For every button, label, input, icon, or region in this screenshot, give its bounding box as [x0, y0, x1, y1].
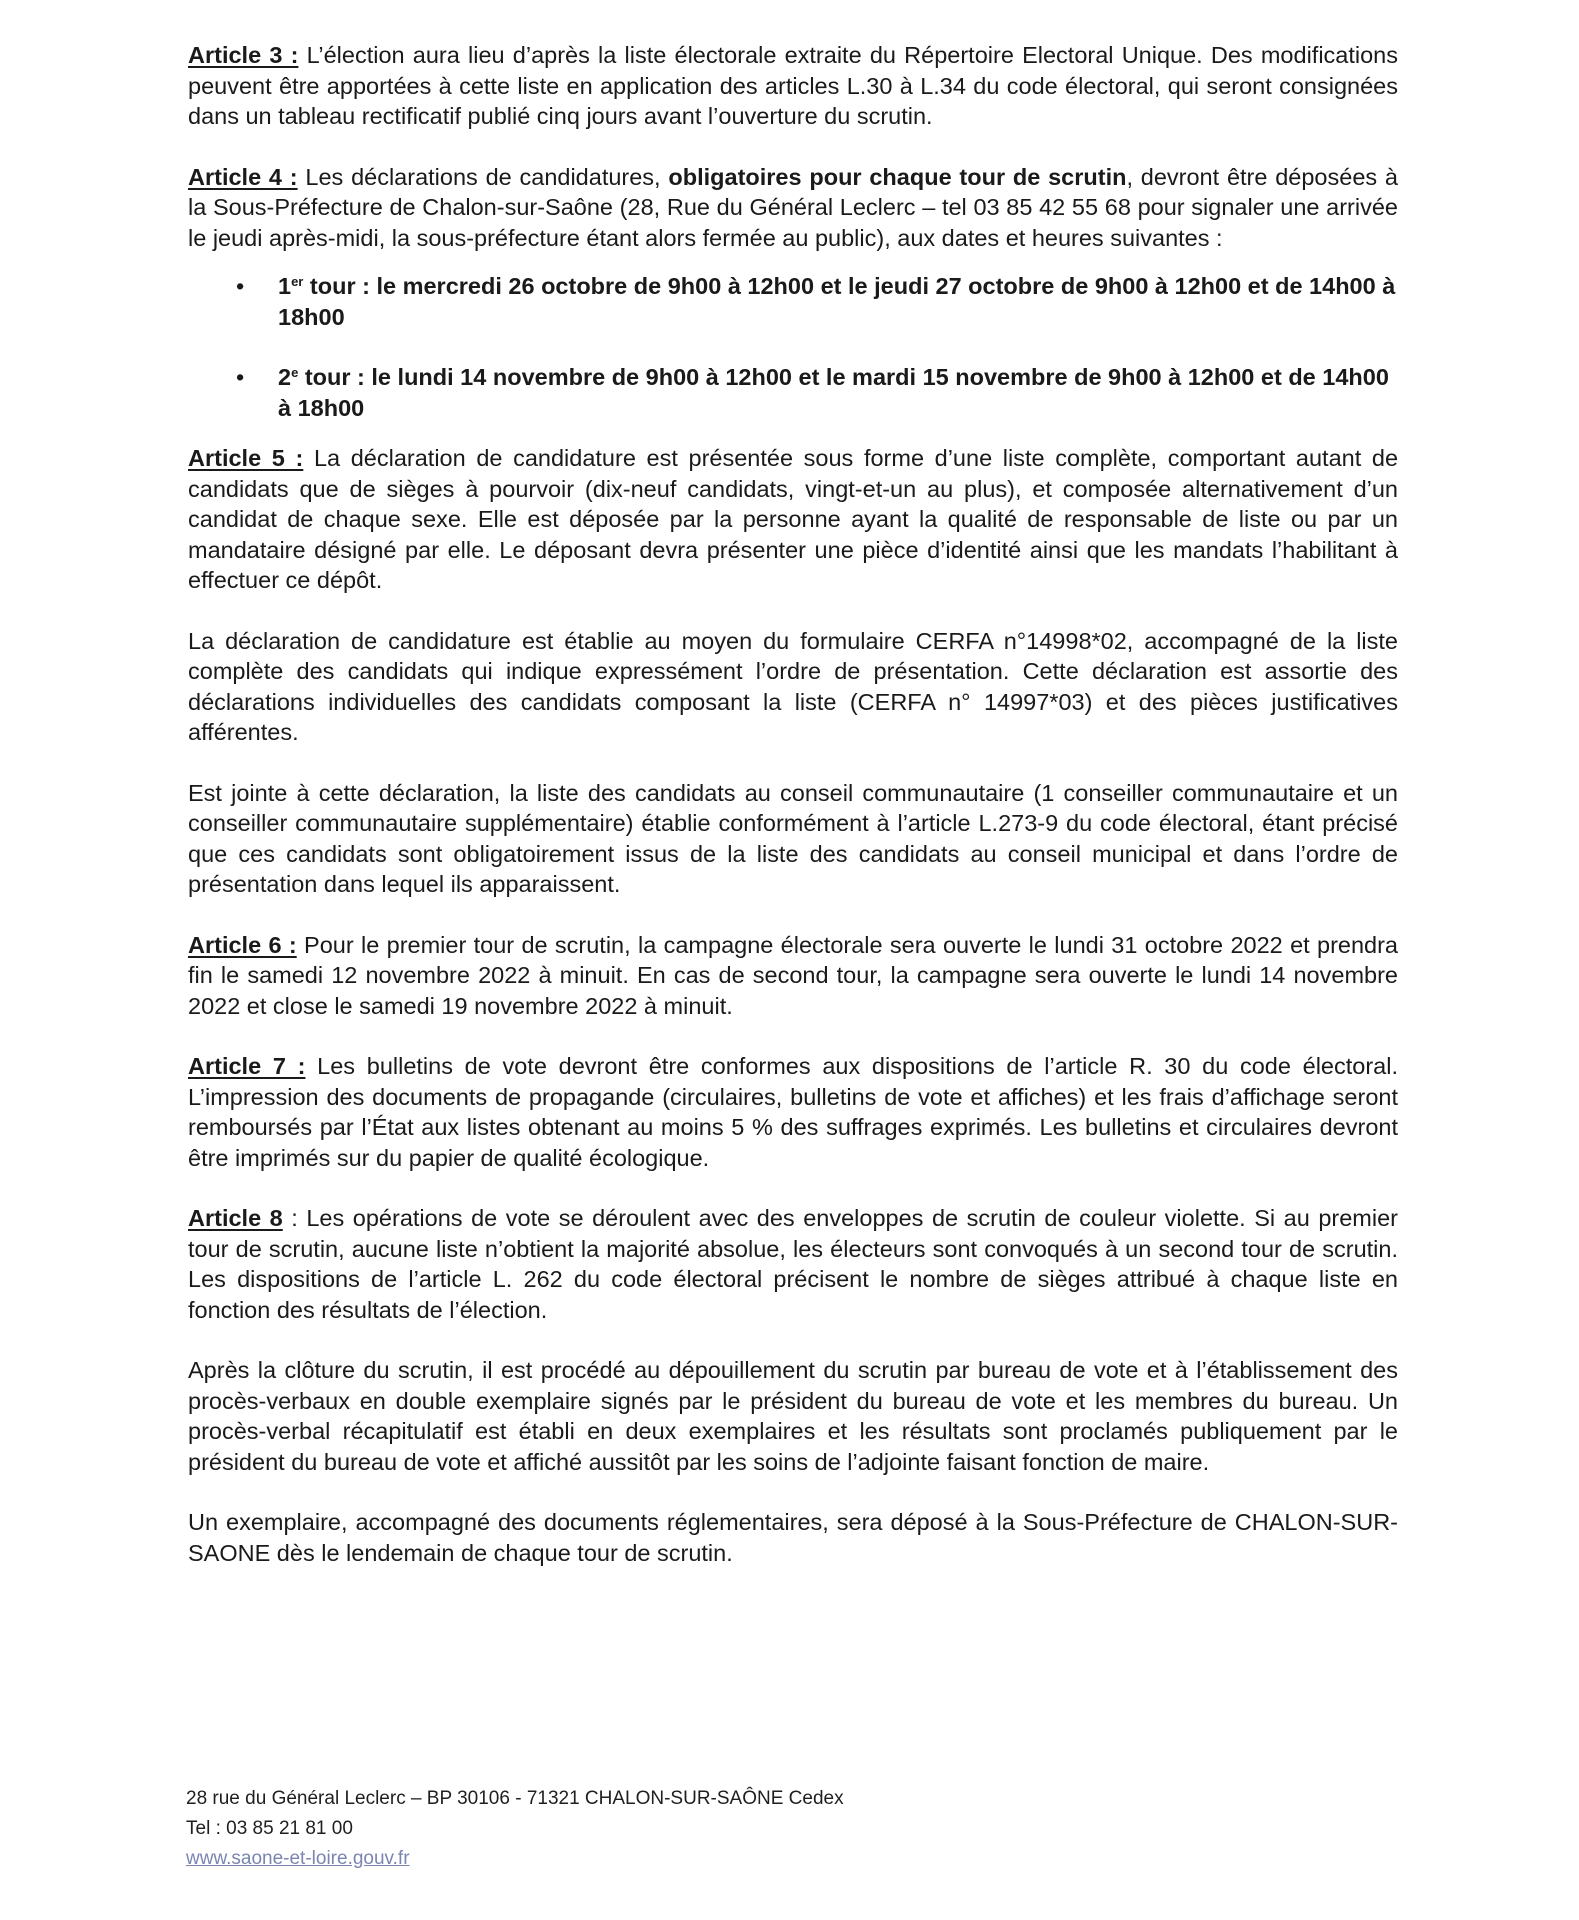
article-6-label: Article 6 : — [188, 931, 297, 958]
article-4-bold: obligatoires pour chaque tour de scrutin — [668, 163, 1127, 190]
article-5-text: La déclaration de candidature est présentée sous forme d’une liste complète, comportant autant de candidats que de sièges à pourvoir (dix-neuf candidats, vingt-et-un au plus), et composée alternativement d’un candidat de chaque sexe. Elle est déposée par la personne ayant la qualité de responsable de liste ou par un mandataire désigné par elle. Le déposant devra présenter une pièce d’identité ainsi que les mandats l’habilitant à effectuer ce dépôt. — [188, 445, 1399, 593]
article-3 — [188, 40, 1398, 132]
article-4 — [188, 162, 1398, 254]
article-6-text: Pour le premier tour de scrutin, la campagne électorale sera ouverte le lundi 31 octobre 2022 et prendra fin le samedi 12 novembre 2022 à minuit. En cas de second tour, la campagne sera ouverte le lundi 14 novembre 2022 et close le samedi 19 novembre 2022 à minuit. — [188, 931, 1398, 1019]
tour-list — [188, 271, 1398, 423]
article-8-paragraph-3: Un exemplaire, accompagné des documents réglementaires, sera déposé à la Sous-Préfecture de CHALON-SUR-SAONE dès le lendemain de chaque tour de scrutin. — [188, 1509, 1398, 1566]
tour-2-text: tour : le lundi 14 novembre de 9h00 à 12h00 et le mardi 15 novembre de 9h00 à 12h00 et de 14h00 à 18h00 — [278, 364, 1389, 421]
document-body — [188, 40, 1398, 1598]
tour-1-sup: er — [291, 274, 304, 289]
tour-1-text: tour : le mercredi 26 octobre de 9h00 à 12h00 et le jeudi 27 octobre de 9h00 à 12h00 et de 14h00 à 18h00 — [278, 273, 1396, 330]
article-8-text: : Les opérations de vote se déroulent avec des enveloppes de scrutin de couleur violette. Si au premier tour de scrutin, aucune liste n’obtient la majorité absolue, les électeurs sont convoqués à un second tour de scrutin. Les dispositions de l’article L. 262 du code électoral précisent le nombre de sièges attribué à chaque liste en fonction des résultats de l’élection. — [188, 1205, 1398, 1323]
article-8 — [188, 1203, 1398, 1325]
article-8-paragraph-2: Après la clôture du scrutin, il est procédé au dépouillement du scrutin par bureau de vote et à l’établissement des procès-verbaux en double exemplaire signés par le président du bureau de vote et les membres du bureau. Un procès-verbal récapitulatif est établi en deux exemplaires et les résultats sont proclamés publiquement par le président du bureau de vote et affiché aussitôt par les soins de l’adjointe faisant fonction de maire. — [188, 1357, 1398, 1475]
footer — [186, 1784, 844, 1874]
article-3-label: Article 3 : — [188, 42, 299, 68]
article-4-text-before: Les déclarations de candidatures, — [297, 163, 669, 190]
footer-address: 28 rue du Général Leclerc – BP 30106 - 71321 CHALON-SUR-SAÔNE Cedex — [186, 1788, 844, 1809]
article-5-paragraph-2: La déclaration de candidature est établie au moyen du formulaire CERFA n°14998*02, accompagné de la liste complète des candidats qui indique expressément l’ordre de présentation. Cette déclaration est assortie des déclarations individuelles des candidats composant la liste (CERFA n° 14997*03) et des pièces justificatives afférentes. — [188, 627, 1398, 745]
article-6 — [188, 930, 1398, 1022]
tour-item-1 — [188, 271, 1398, 332]
footer-website-link[interactable]: www.saone-et-loire.gouv.fr — [186, 1848, 410, 1869]
article-7 — [188, 1051, 1398, 1173]
article-5-paragraph-3: Est jointe à cette déclaration, la liste des candidats au conseil communautaire (1 conseiller communautaire et un conseiller communautaire supplémentaire) établie conformément à l’article L.273-9 du code électoral, étant précisé que ces candidats sont obligatoirement issus de la liste des candidats au conseil municipal et dans l’ordre de présentation dans lequel ils apparaissent. — [188, 779, 1398, 897]
article-4-text-after: , devront être déposées à la Sous-Préfecture de Chalon-sur-Saône (28, Rue du Général Leclerc – tel 03 85 42 55 68 pour signaler une arrivée le jeudi après-midi, la sous-préfecture étant alors fermée au public), aux dates et heures suivantes : — [188, 163, 1398, 251]
footer-phone: Tel : 03 85 21 81 00 — [186, 1818, 353, 1839]
article-7-text: Les bulletins de vote devront être conformes aux dispositions de l’article R. 30 du code électoral. L’impression des documents de propagande (circulaires, bulletins de vote et affiches) et les frais d’affichage seront remboursés par l’État aux listes obtenant au moins 5 % des suffrages exprimés. Les bulletins et circulaires devront être imprimés sur du papier de qualité écologique. — [188, 1053, 1398, 1171]
article-5-label: Article 5 : — [188, 445, 304, 471]
article-5 — [188, 443, 1398, 596]
tour-2-sup: e — [291, 365, 299, 380]
tour-1-num: 1 — [278, 273, 292, 299]
article-7-label: Article 7 : — [188, 1053, 306, 1079]
tour-item-2 — [188, 362, 1398, 423]
article-3-text: L’élection aura lieu d’après la liste électorale extraite du Répertoire Electoral Unique. Des modifications peuvent être apportées à cette liste en application des articles L.30 à L.34 du code électoral, qui seront consignées dans un tableau rectificatif publié cinq jours avant l’ouverture du scrutin. — [188, 42, 1399, 129]
tour-2-num: 2 — [278, 364, 292, 390]
article-8-label: Article 8 — [188, 1205, 283, 1231]
article-4-label: Article 4 : — [188, 163, 298, 190]
